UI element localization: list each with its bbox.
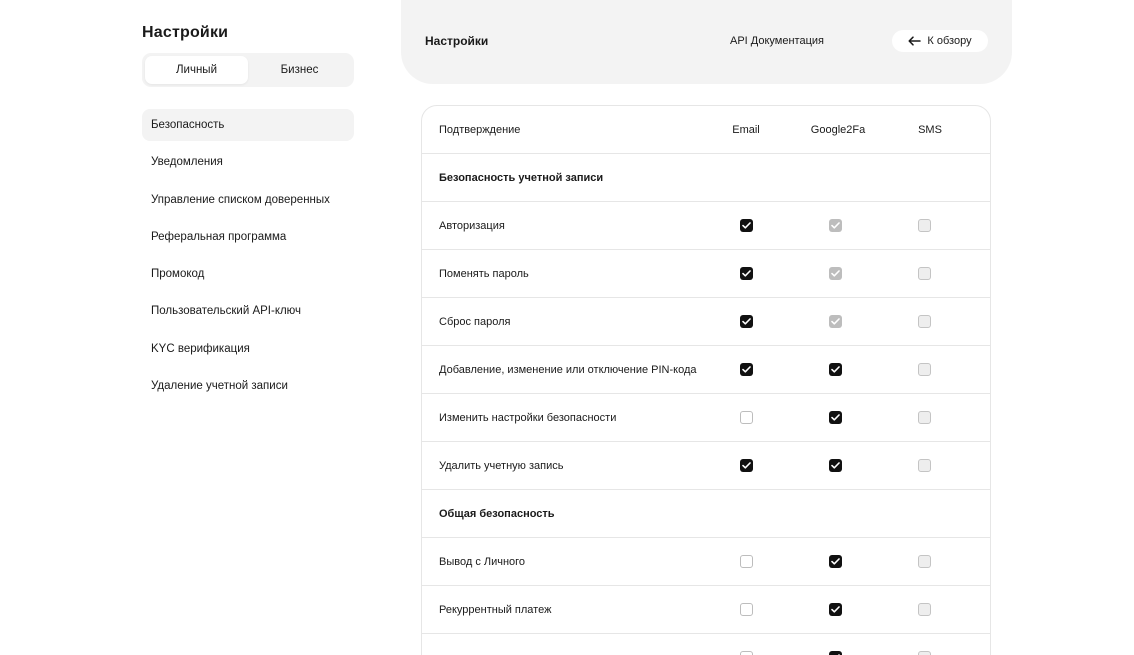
sidebar	[142, 22, 354, 407]
sms-checkbox	[918, 315, 931, 328]
google2fa-checkbox	[829, 267, 842, 280]
checkmark-icon	[831, 270, 840, 277]
section-title: Безопасность учетной записи	[439, 171, 604, 184]
checkmark-icon	[742, 318, 751, 325]
header-bar	[401, 0, 1012, 84]
back-button-label: К обзору	[927, 35, 972, 47]
email-checkbox[interactable]	[740, 363, 753, 376]
google2fa-cell	[805, 202, 865, 249]
sms-cell	[894, 394, 954, 441]
table-row	[422, 442, 990, 490]
table-row	[422, 586, 990, 634]
email-cell	[716, 394, 776, 441]
action-label: Вывод с Личного	[439, 555, 526, 568]
checkmark-icon	[742, 462, 751, 469]
nav-item-referral[interactable]: Реферальная программа	[151, 230, 287, 243]
email-cell	[716, 634, 776, 655]
email-checkbox[interactable]	[740, 219, 753, 232]
action-label: Рекуррентный платеж	[439, 603, 552, 616]
sms-checkbox	[918, 555, 931, 568]
email-cell	[716, 538, 776, 585]
arrow-left-icon	[908, 36, 921, 46]
sms-cell	[894, 298, 954, 345]
google2fa-cell	[805, 634, 865, 655]
sms-cell	[894, 634, 954, 655]
sms-cell	[894, 202, 954, 249]
column-header-google2fa: Google2Fa	[810, 123, 866, 136]
table-row	[422, 346, 990, 394]
google2fa-checkbox[interactable]	[829, 363, 842, 376]
email-checkbox[interactable]	[740, 267, 753, 280]
checkmark-icon	[742, 366, 751, 373]
table-row	[422, 250, 990, 298]
sms-checkbox	[918, 459, 931, 472]
checkmark-icon	[742, 222, 751, 229]
account-type-switch	[142, 53, 354, 87]
nav-item-delete-account[interactable]: Удаление учетной записи	[151, 380, 288, 393]
table-section-row	[422, 154, 990, 202]
table-row	[422, 394, 990, 442]
email-cell	[716, 346, 776, 393]
table-row	[422, 538, 990, 586]
column-header-email: Email	[732, 123, 760, 136]
column-header-confirmation: Подтверждение	[439, 123, 521, 136]
email-cell	[716, 442, 776, 489]
table-header-row	[422, 106, 990, 154]
table-row	[422, 202, 990, 250]
nav-item-promocode[interactable]: Промокод	[151, 268, 205, 281]
nav-item-trusted-list[interactable]: Управление списком доверенных	[151, 193, 330, 206]
email-checkbox[interactable]	[740, 555, 753, 568]
settings-nav	[142, 109, 354, 402]
sidebar-title: Настройки	[142, 24, 229, 41]
sms-checkbox	[918, 603, 931, 616]
sms-cell	[894, 538, 954, 585]
table-row	[422, 298, 990, 346]
tab-personal[interactable]: Личный	[145, 56, 248, 84]
google2fa-cell	[805, 586, 865, 633]
sms-cell	[894, 442, 954, 489]
email-checkbox[interactable]	[740, 315, 753, 328]
google2fa-checkbox[interactable]	[829, 651, 842, 655]
nav-item-notifications[interactable]: Уведомления	[151, 156, 223, 169]
google2fa-checkbox[interactable]	[829, 459, 842, 472]
sms-cell	[894, 586, 954, 633]
sms-cell	[894, 346, 954, 393]
email-checkbox[interactable]	[740, 459, 753, 472]
table-body	[422, 154, 990, 655]
sms-checkbox	[918, 219, 931, 232]
checkmark-icon	[831, 414, 840, 421]
email-checkbox[interactable]	[740, 411, 753, 424]
google2fa-cell	[805, 394, 865, 441]
checkmark-icon	[831, 462, 840, 469]
google2fa-cell	[805, 346, 865, 393]
confirmation-settings-table	[421, 105, 991, 655]
google2fa-checkbox[interactable]	[829, 603, 842, 616]
checkmark-icon	[831, 558, 840, 565]
nav-item-kyc[interactable]: KYC верификация	[151, 342, 250, 355]
action-label: Добавление, изменение или отключение PIN-кода	[439, 363, 697, 376]
action-label: Удалить учетную запись	[439, 459, 564, 472]
google2fa-checkbox[interactable]	[829, 411, 842, 424]
table-section-row	[422, 490, 990, 538]
action-label: Изменить настройки безопасности	[439, 411, 617, 424]
email-cell	[716, 202, 776, 249]
email-checkbox[interactable]	[740, 603, 753, 616]
tab-business[interactable]: Бизнес	[280, 64, 319, 76]
table-row	[422, 634, 990, 655]
nav-item-security[interactable]: Безопасность	[142, 109, 354, 141]
google2fa-cell	[805, 538, 865, 585]
google2fa-checkbox[interactable]	[829, 555, 842, 568]
google2fa-cell	[805, 298, 865, 345]
sms-checkbox	[918, 267, 931, 280]
checkmark-icon	[831, 606, 840, 613]
checkmark-icon	[831, 318, 840, 325]
sms-checkbox	[918, 651, 931, 655]
back-to-overview-button[interactable]	[892, 30, 988, 52]
section-title: Общая безопасность	[439, 507, 555, 520]
sms-cell	[894, 250, 954, 297]
email-cell	[716, 250, 776, 297]
checkmark-icon	[742, 270, 751, 277]
sms-checkbox	[918, 411, 931, 424]
google2fa-checkbox	[829, 219, 842, 232]
action-label: Сброс пароля	[439, 315, 511, 328]
email-cell	[716, 586, 776, 633]
google2fa-checkbox	[829, 315, 842, 328]
checkmark-icon	[831, 222, 840, 229]
email-checkbox[interactable]	[740, 651, 753, 655]
email-cell	[716, 298, 776, 345]
column-header-sms: SMS	[918, 123, 942, 136]
checkmark-icon	[831, 366, 840, 373]
google2fa-cell	[805, 442, 865, 489]
sms-checkbox	[918, 363, 931, 376]
header-title: Настройки	[425, 34, 489, 48]
nav-item-api-key[interactable]: Пользовательский API-ключ	[151, 305, 302, 318]
google2fa-cell	[805, 250, 865, 297]
api-docs-link[interactable]: API Документация	[730, 35, 824, 47]
action-label: Поменять пароль	[439, 267, 529, 280]
action-label: Авторизация	[439, 219, 505, 232]
